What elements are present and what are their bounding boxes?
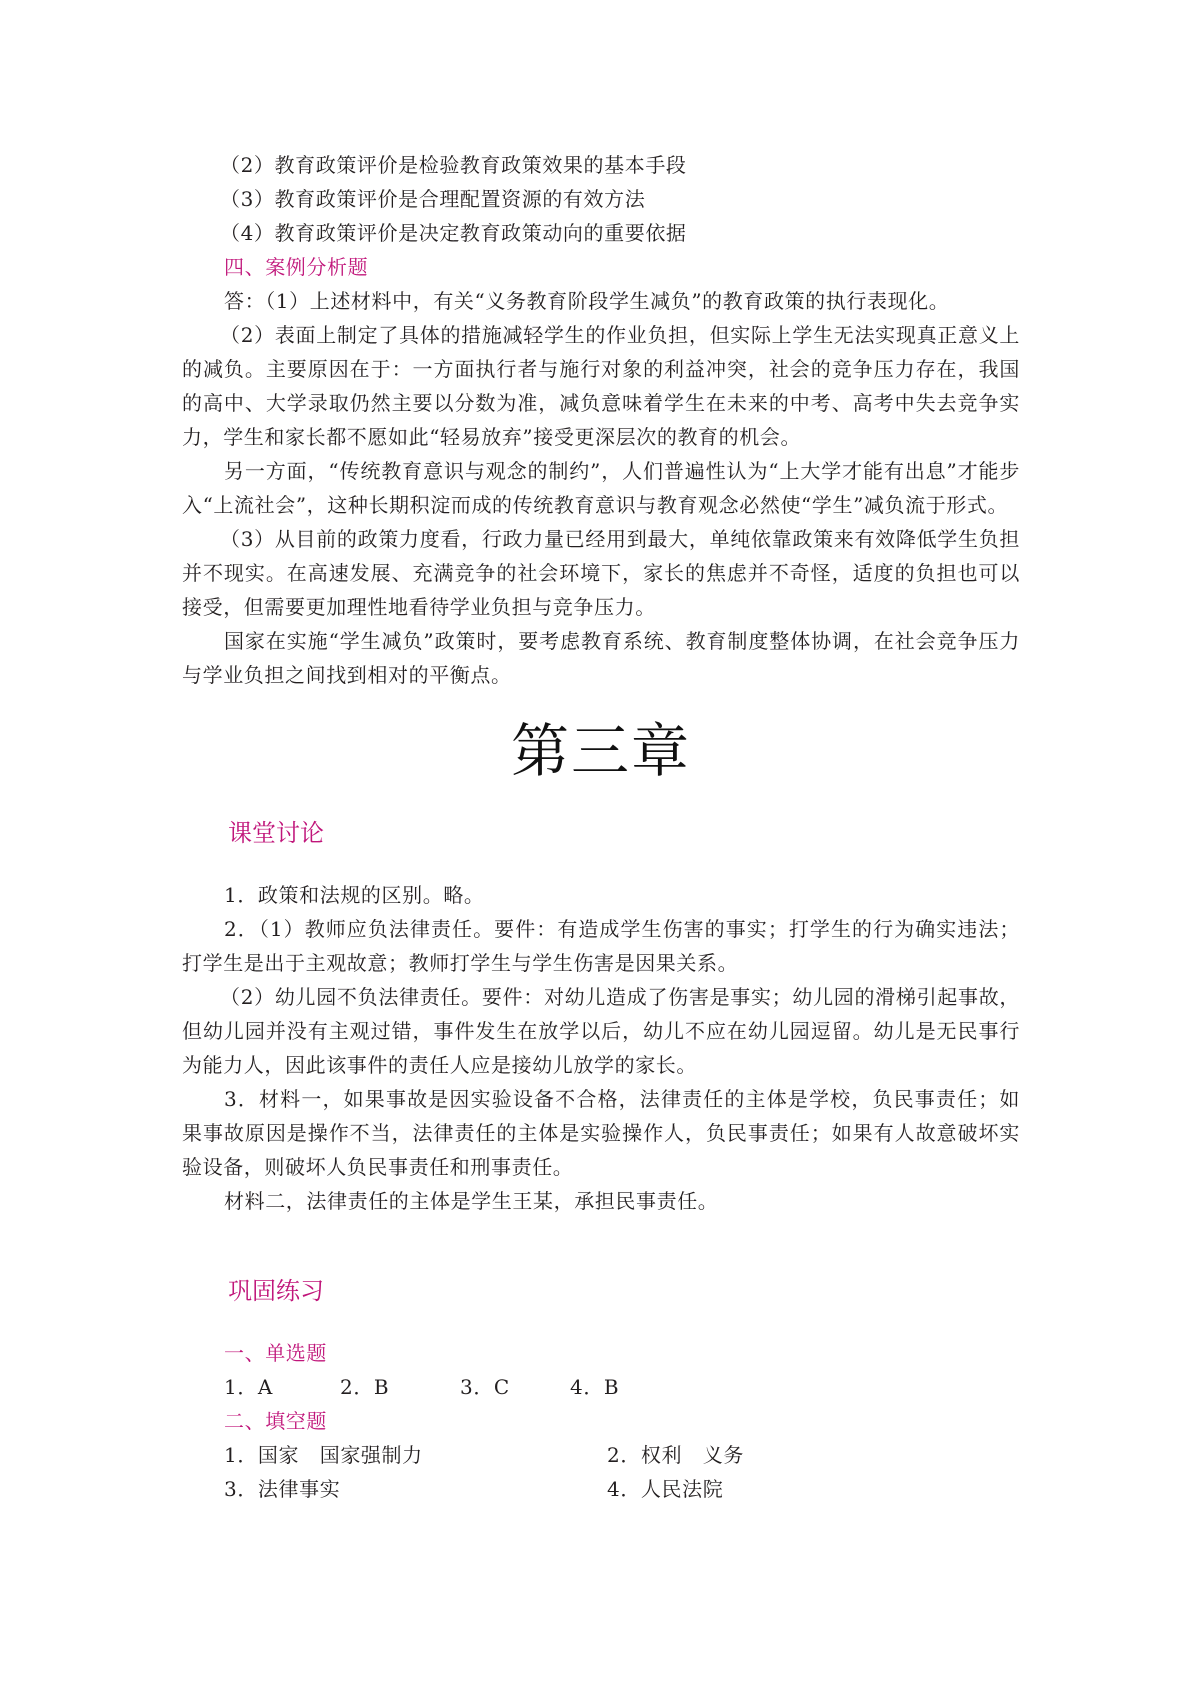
discussion-paragraph: （2）幼儿园不负法律责任。要件：对幼儿造成了伤害是事实；幼儿园的滑梯引起事故，但幼儿园并没有主观过错，事件发生在放学以后，幼儿不应在幼儿园逗留。幼儿是无民事行为能力人，因此该事件的责任人应是接幼儿放学的家长。 — [182, 985, 1020, 1077]
chapter-title: 第三章 — [510, 717, 691, 785]
answer-item: 3．法律事实 — [224, 1477, 341, 1501]
case-paragraph: （2）表面上制定了具体的措施减轻学生的作业负担，但实际上学生无法实现真正意义上的减负。主要原因在于：一方面执行者与施行对象的利益冲突，社会的竞争压力存在，我国的高中、大学录取仍然主要以分数为准，减负意味着学生在未来的中考、高考中失去竞争实力，学生和家长都不愿如此“轻易放弃”接受更深层次的教育的机会。 — [182, 323, 1020, 449]
block1-line: （3）教育政策评价是合理配置资源的有效方法 — [220, 187, 646, 211]
single-choice-answers — [182, 1370, 1020, 1404]
discussion-paragraph: 3．材料一，如果事故是因实验设备不合格，法律责任的主体是学校，负民事责任；如果事故原因是操作不当，法律责任的主体是实验操作人，负民事责任；如果有人故意破坏实验设备，则破坏人负民事责任和刑事责任。 — [182, 1087, 1020, 1179]
single-choice-heading: 一、单选题 — [224, 1341, 327, 1365]
fill-blank-row — [182, 1438, 1020, 1472]
case-heading: 四、案例分析题 — [224, 255, 369, 279]
document-page — [182, 148, 1020, 1506]
case-paragraph: 国家在实施“学生减负”政策时，要考虑教育系统、教育制度整体协调，在社会竞争压力与学业负担之间找到相对的平衡点。 — [182, 629, 1020, 687]
answer-item: 1．A — [224, 1375, 273, 1399]
case-paragraph: 另一方面，“传统教育意识与观念的制约”，人们普遍性认为“上大学才能有出息”才能步入“上流社会”，这种长期积淀而成的传统教育意识与教育观念必然使“学生”减负流于形式。 — [182, 459, 1020, 517]
answer-item: 4．B — [570, 1375, 620, 1399]
answer-item: 3．C — [460, 1375, 510, 1399]
block1-line: （4）教育政策评价是决定教育政策动向的重要依据 — [220, 221, 687, 245]
answer-item: 1．国家 国家强制力 — [224, 1443, 423, 1467]
discussion-paragraph: 1．政策和法规的区别。略。 — [224, 883, 485, 907]
fill-blank-heading: 二、填空题 — [224, 1409, 327, 1433]
discussion-heading: 课堂讨论 — [228, 819, 324, 847]
block1-line: （2）教育政策评价是检验教育政策效果的基本手段 — [220, 153, 687, 177]
answer-item: 2．权利 义务 — [607, 1443, 744, 1467]
answer-item: 4．人民法院 — [607, 1477, 724, 1501]
case-paragraph: 答：（1）上述材料中，有关“义务教育阶段学生减负”的教育政策的执行表现化。 — [224, 289, 950, 313]
discussion-paragraph: 2．（1）教师应负法律责任。要件：有造成学生伤害的事实；打学生的行为确实违法；打学生是出于主观故意；教师打学生与学生伤害是因果关系。 — [182, 917, 1020, 975]
discussion-paragraph: 材料二，法律责任的主体是学生王某，承担民事责任。 — [224, 1189, 719, 1213]
answer-item: 2．B — [340, 1375, 390, 1399]
fill-blank-row — [182, 1472, 1020, 1506]
case-paragraph: （3）从目前的政策力度看，行政力量已经用到最大，单纯依靠政策来有效降低学生负担并不现实。在高速发展、充满竞争的社会环境下，家长的焦虑并不奇怪，适度的负担也可以接受，但需要更加理性地看待学业负担与竞争压力。 — [182, 527, 1020, 619]
practice-heading: 巩固练习 — [228, 1277, 324, 1305]
